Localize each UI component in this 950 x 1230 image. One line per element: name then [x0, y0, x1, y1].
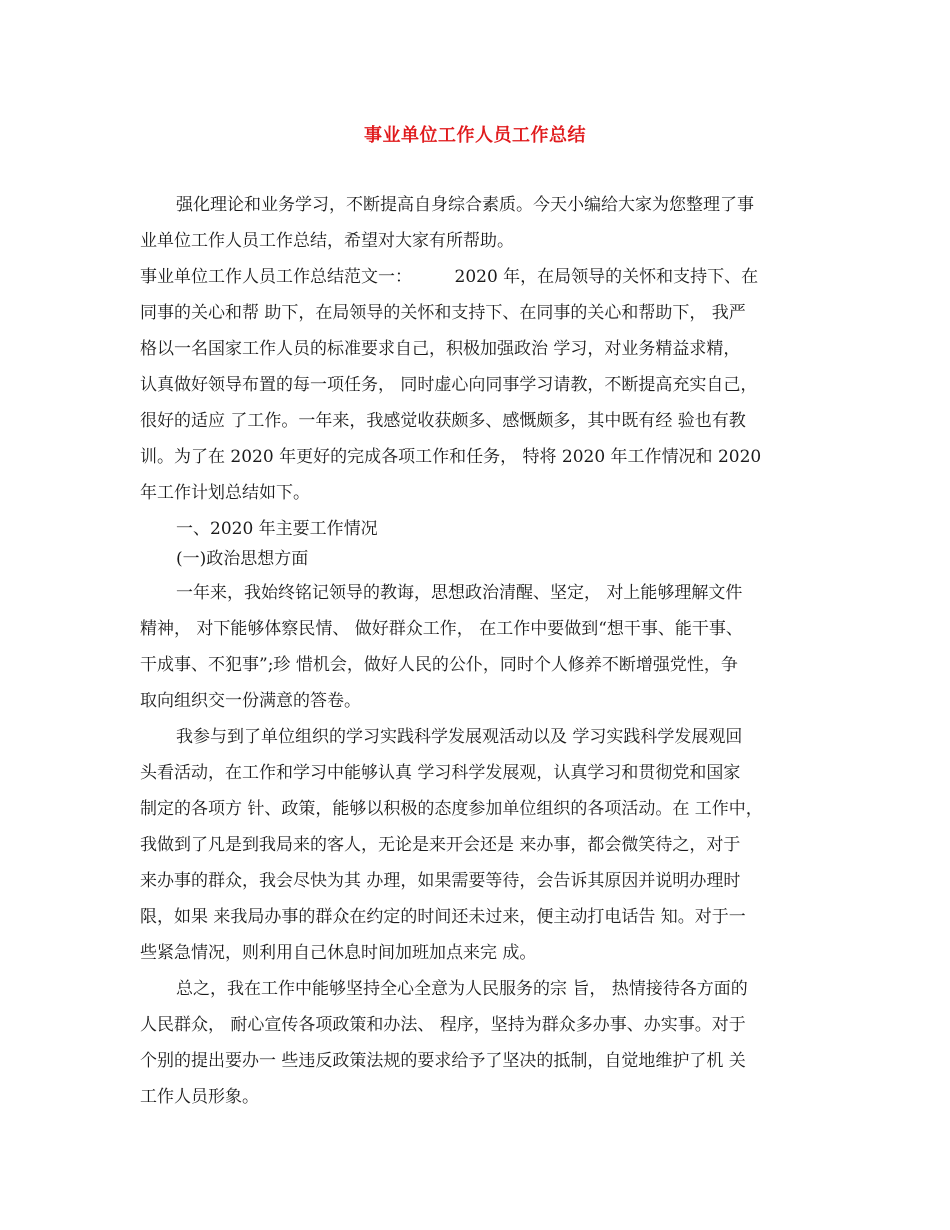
text-line: 取向组织交一份满意的答卷。 [140, 691, 361, 711]
text-line: 工作人员形象。 [140, 1087, 259, 1107]
text-line: 我参与到了单位组织的学习实践科学发展观活动以及 学习实践科学发展观回 [176, 727, 743, 747]
text-line: 强化理论和业务学习，不断提高自身综合素质。今天小编给大家为您整理了事 [176, 195, 754, 215]
text-line: 很好的适应 了工作。一年来，我感觉收获颇多、感慨颇多，其中既有经 验也有教 [140, 411, 746, 431]
text-line: 来办事的群众，我会尽快为其 办理，如果需要等待，会告诉其原因并说明办理时 [140, 871, 741, 891]
text-line: 业单位工作人员工作总结，希望对大家有所帮助。 [140, 231, 514, 251]
text-line: 认真做好领导布置的每一项任务， 同时虚心向同事学习请教，不断提高充实自己， [140, 375, 758, 395]
text-line: 人民群众， 耐心宣传各项政策和办法、 程序，坚持为群众多办事、办实事。对于 [140, 1015, 746, 1035]
text-line: 制定的各项方 针、政策，能够以积极的态度参加单位组织的各项活动。在 工作中， [140, 799, 763, 819]
text-line: 总之，我在工作中能够坚持全心全意为人民服务的宗 旨， 热情接待各方面的 [176, 979, 748, 999]
document-title: 事业单位工作人员工作总结 [364, 125, 586, 146]
text-line: 事业单位工作人员工作总结范文一： 2020 年，在局领导的关怀和支持下、在 [140, 267, 759, 287]
text-line: 干成事、不犯事”;珍 惜机会，做好人民的公仆，同时个人修养不断增强党性，争 [140, 655, 738, 675]
text-line: 精神， 对下能够体察民情、 做好群众工作， 在工作中要做到“想干事、能干事、 [140, 619, 743, 639]
text-line: 限，如果 来我局办事的群众在约定的时间还未过来，便主动打电话告 知。对于一 [140, 907, 746, 927]
text-line: 格以一名国家工作人员的标准要求自己，积极加强政治 学习，对业务精益求精， [140, 339, 741, 359]
text-line: 些紧急情况，则利用自己休息时间加班加点来完 成。 [140, 943, 537, 963]
text-line: 年工作计划总结如下。 [140, 483, 310, 503]
text-line: 一年来，我始终铭记领导的教诲，思想政治清醒、坚定， 对上能够理解文件 [176, 583, 743, 603]
text-line: 训。为了在 2020 年更好的完成各项工作和任务， 特将 2020 年工作情况和 2020 [140, 447, 762, 467]
text-line: 我做到了凡是到我局来的客人，无论是来开会还是 来办事，都会微笑待之，对于 [140, 835, 741, 855]
subsection-heading: (一)政治思想方面 [176, 549, 309, 569]
text-line: 同事的关心和帮 助下，在局领导的关怀和支持下、在同事的关心和帮助下， 我严 [140, 303, 746, 323]
section-heading: 一、2020 年主要工作情况 [176, 519, 378, 539]
text-line: 头看活动，在工作和学习中能够认真 学习科学发展观，认真学习和贯彻党和国家 [140, 763, 741, 783]
text-line: 个别的提出要办一 些违反政策法规的要求给予了坚决的抵制，自觉地维护了机 关 [140, 1051, 746, 1071]
